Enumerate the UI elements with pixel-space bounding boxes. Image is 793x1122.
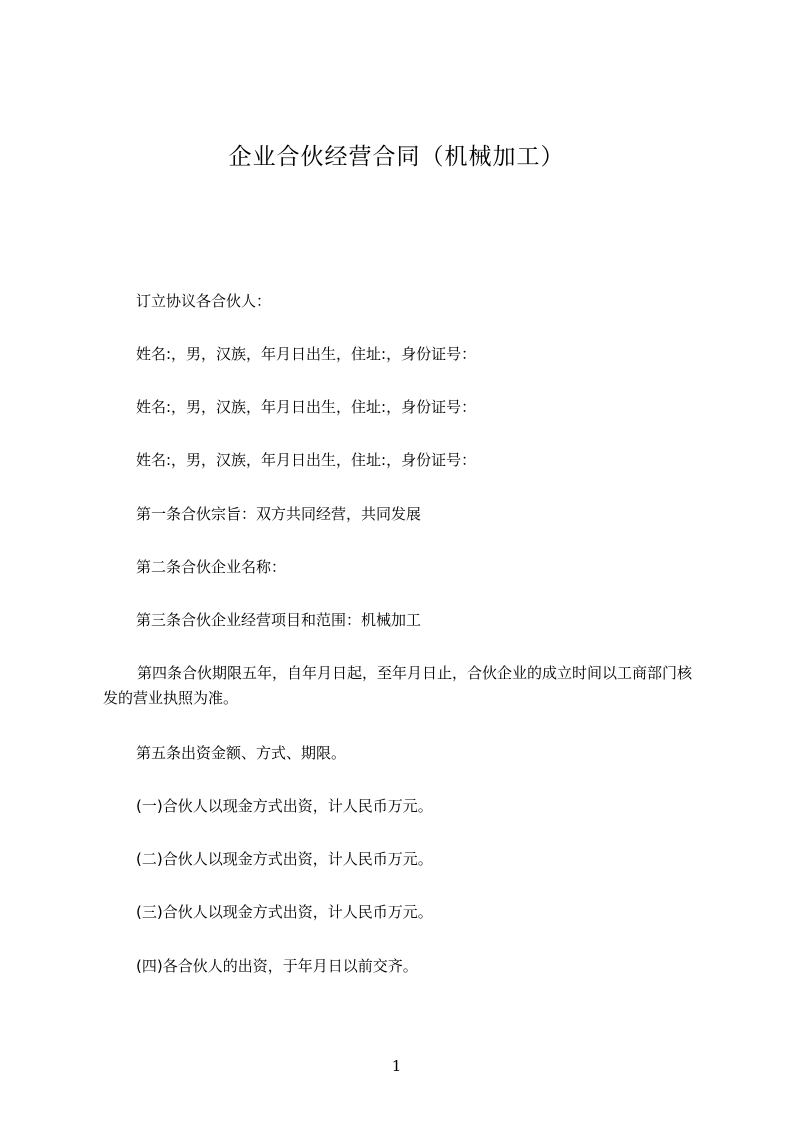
paragraph-contribution-2: (二)合伙人以现金方式出资，计人民币万元。 — [136, 850, 433, 868]
document-title: 企业合伙经营合同（机械加工） — [228, 144, 565, 170]
paragraph-partner-1: 姓名:，男，汉族，年月日出生，住址:，身份证号： — [136, 345, 477, 363]
paragraph-contribution-1: (一)合伙人以现金方式出资，计人民币万元。 — [136, 797, 433, 815]
paragraph-partner-2: 姓名:，男，汉族，年月日出生，住址:，身份证号： — [136, 398, 477, 416]
paragraph-article-3: 第三条合伙企业经营项目和范围：机械加工 — [136, 611, 422, 629]
paragraph-contribution-4: (四)各合伙人的出资，于年月日以前交齐。 — [136, 957, 418, 975]
paragraph-article-1: 第一条合伙宗旨：双方共同经营，共同发展 — [136, 505, 422, 523]
paragraph-article-5: 第五条出资金额、方式、期限。 — [136, 744, 347, 762]
paragraph-article-2: 第二条合伙企业名称： — [136, 558, 287, 576]
paragraph-article-4: 第四条合伙期限五年，自年月日起，至年月日止，合伙企业的成立时间以工商部门核发的营业执照为准。 — [103, 664, 693, 707]
paragraph-contribution-3: (三)合伙人以现金方式出资，计人民币万元。 — [136, 903, 433, 921]
paragraph-partners-intro: 订立协议各合伙人： — [136, 292, 272, 310]
page-number: 1 — [391, 1057, 402, 1075]
paragraph-partner-3: 姓名:，男，汉族，年月日出生，住址:，身份证号： — [136, 451, 477, 469]
